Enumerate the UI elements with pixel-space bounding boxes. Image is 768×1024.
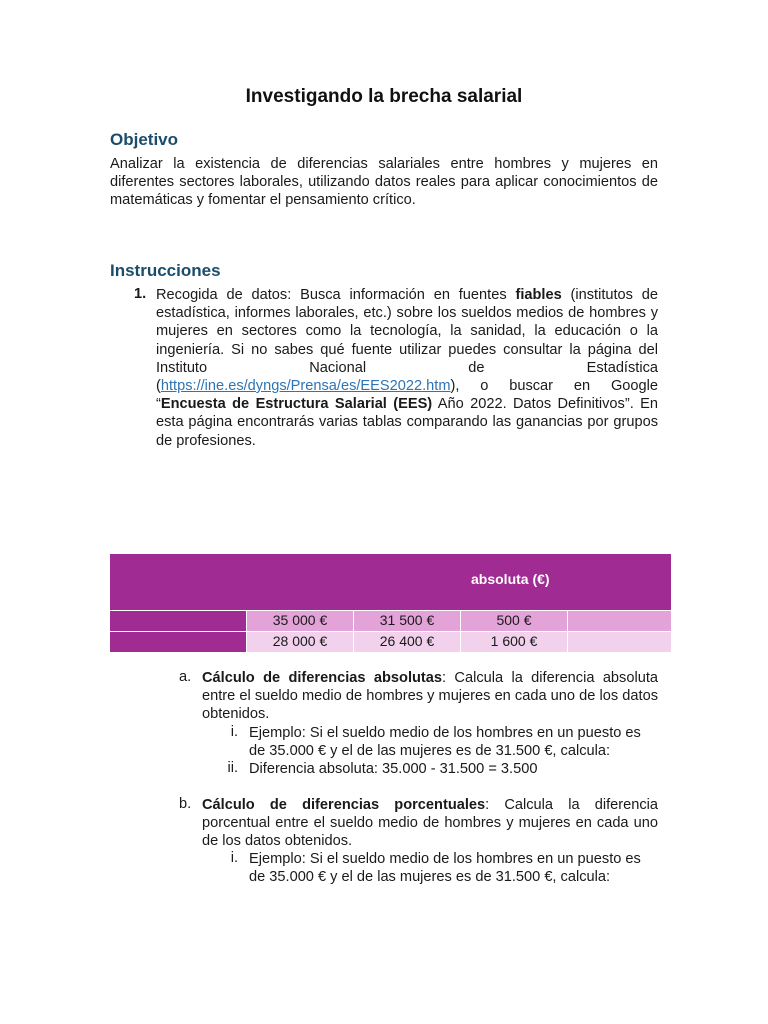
salary-table [110, 554, 671, 652]
table-cell: 28 000 € [247, 632, 354, 652]
sub-a-i-text: Ejemplo: Si el sueldo medio de los hombres en un puesto es de 35.000 € y el de las mujeres es de 31.500 €, calcula: [249, 725, 641, 760]
sub-b-text [202, 796, 658, 851]
objetivo-text: Analizar la existencia de diferencias salariales entre hombres y mujeres en diferentes sectores laborales, utilizando datos reales para aplicar conocimientos de matemáticas y fomentar el pensamiento crítico. [110, 156, 658, 209]
sub-b-letter: b. [179, 796, 192, 812]
page-title: Investigando la brecha salarial [245, 86, 523, 107]
item-number: 1. [134, 286, 147, 302]
item-1-text-d: Año 2022. Datos Definitivos”. En esta página encontrarás varias tablas comparando las ganancias por grupos de profesiones. [156, 396, 658, 449]
table-row [110, 610, 671, 631]
table-row [110, 631, 671, 652]
table-cell [568, 632, 671, 652]
table-cell [110, 611, 247, 631]
table-cell [568, 611, 671, 631]
item-1-text-b: (institutos de estadística, informes laborales, etc.) sobre los sueldos medios de hombres y mujeres en sectores como la tecnología, la sanidad, la educación o la ingeniería. Si no sabes qué fuente utilizar puedes consultar la página del Instituto Nacional de Estadística ( [156, 287, 658, 395]
item-1-bold-fiables: fiables [515, 287, 562, 303]
sub-a-ii-text: Diferencia absoluta: 35.000 - 31.500 = 3.500 [249, 761, 538, 777]
sub-a-i-number: i. [230, 724, 238, 740]
item-1-bold-ees: Encuesta de Estructura Salarial (EES) [160, 396, 433, 413]
table-cell: 1 600 € [461, 632, 568, 652]
table-cell: 31 500 € [354, 611, 461, 631]
ine-link[interactable]: https://ine.es/dyngs/Prensa/es/EES2022.htm [160, 378, 451, 395]
table-cell: 500 € [461, 611, 568, 631]
item-1-text [156, 286, 658, 450]
item-1-text-a: Recogida de datos: Busca información en fuentes [156, 287, 516, 303]
header-absoluta: absoluta (€) [471, 571, 550, 587]
instrucciones-heading: Instrucciones [110, 261, 221, 280]
sub-a-bold: Cálculo de diferencias absolutas [202, 670, 443, 686]
item-1-text-c: ), o buscar en Google “ [156, 378, 658, 413]
sub-b-rest: : Calcula la diferencia porcentual entre el sueldo medio de hombres y mujeres en cada uno de los datos obtenidos. [202, 797, 659, 850]
sub-b-bold: Cálculo de diferencias porcentuales [202, 797, 486, 813]
table-header [110, 554, 671, 610]
table-cell: 35 000 € [247, 611, 354, 631]
sub-a-rest: : Calcula la diferencia absoluta entre el sueldo medio de hombres y mujeres en cada uno de los datos obtenidos. [202, 670, 658, 723]
table-cell [110, 632, 247, 652]
sub-b-i-number: i. [230, 850, 238, 866]
objetivo-heading: Objetivo [110, 130, 179, 149]
sub-a-ii-number: ii. [227, 760, 238, 776]
sub-a-letter: a. [179, 669, 192, 685]
sub-a-text [202, 669, 658, 724]
sub-b-i-text: Ejemplo: Si el sueldo medio de los hombres en un puesto es de 35.000 € y el de las mujeres es de 31.500 €, calcula: [249, 851, 641, 886]
table-cell: 26 400 € [354, 632, 461, 652]
